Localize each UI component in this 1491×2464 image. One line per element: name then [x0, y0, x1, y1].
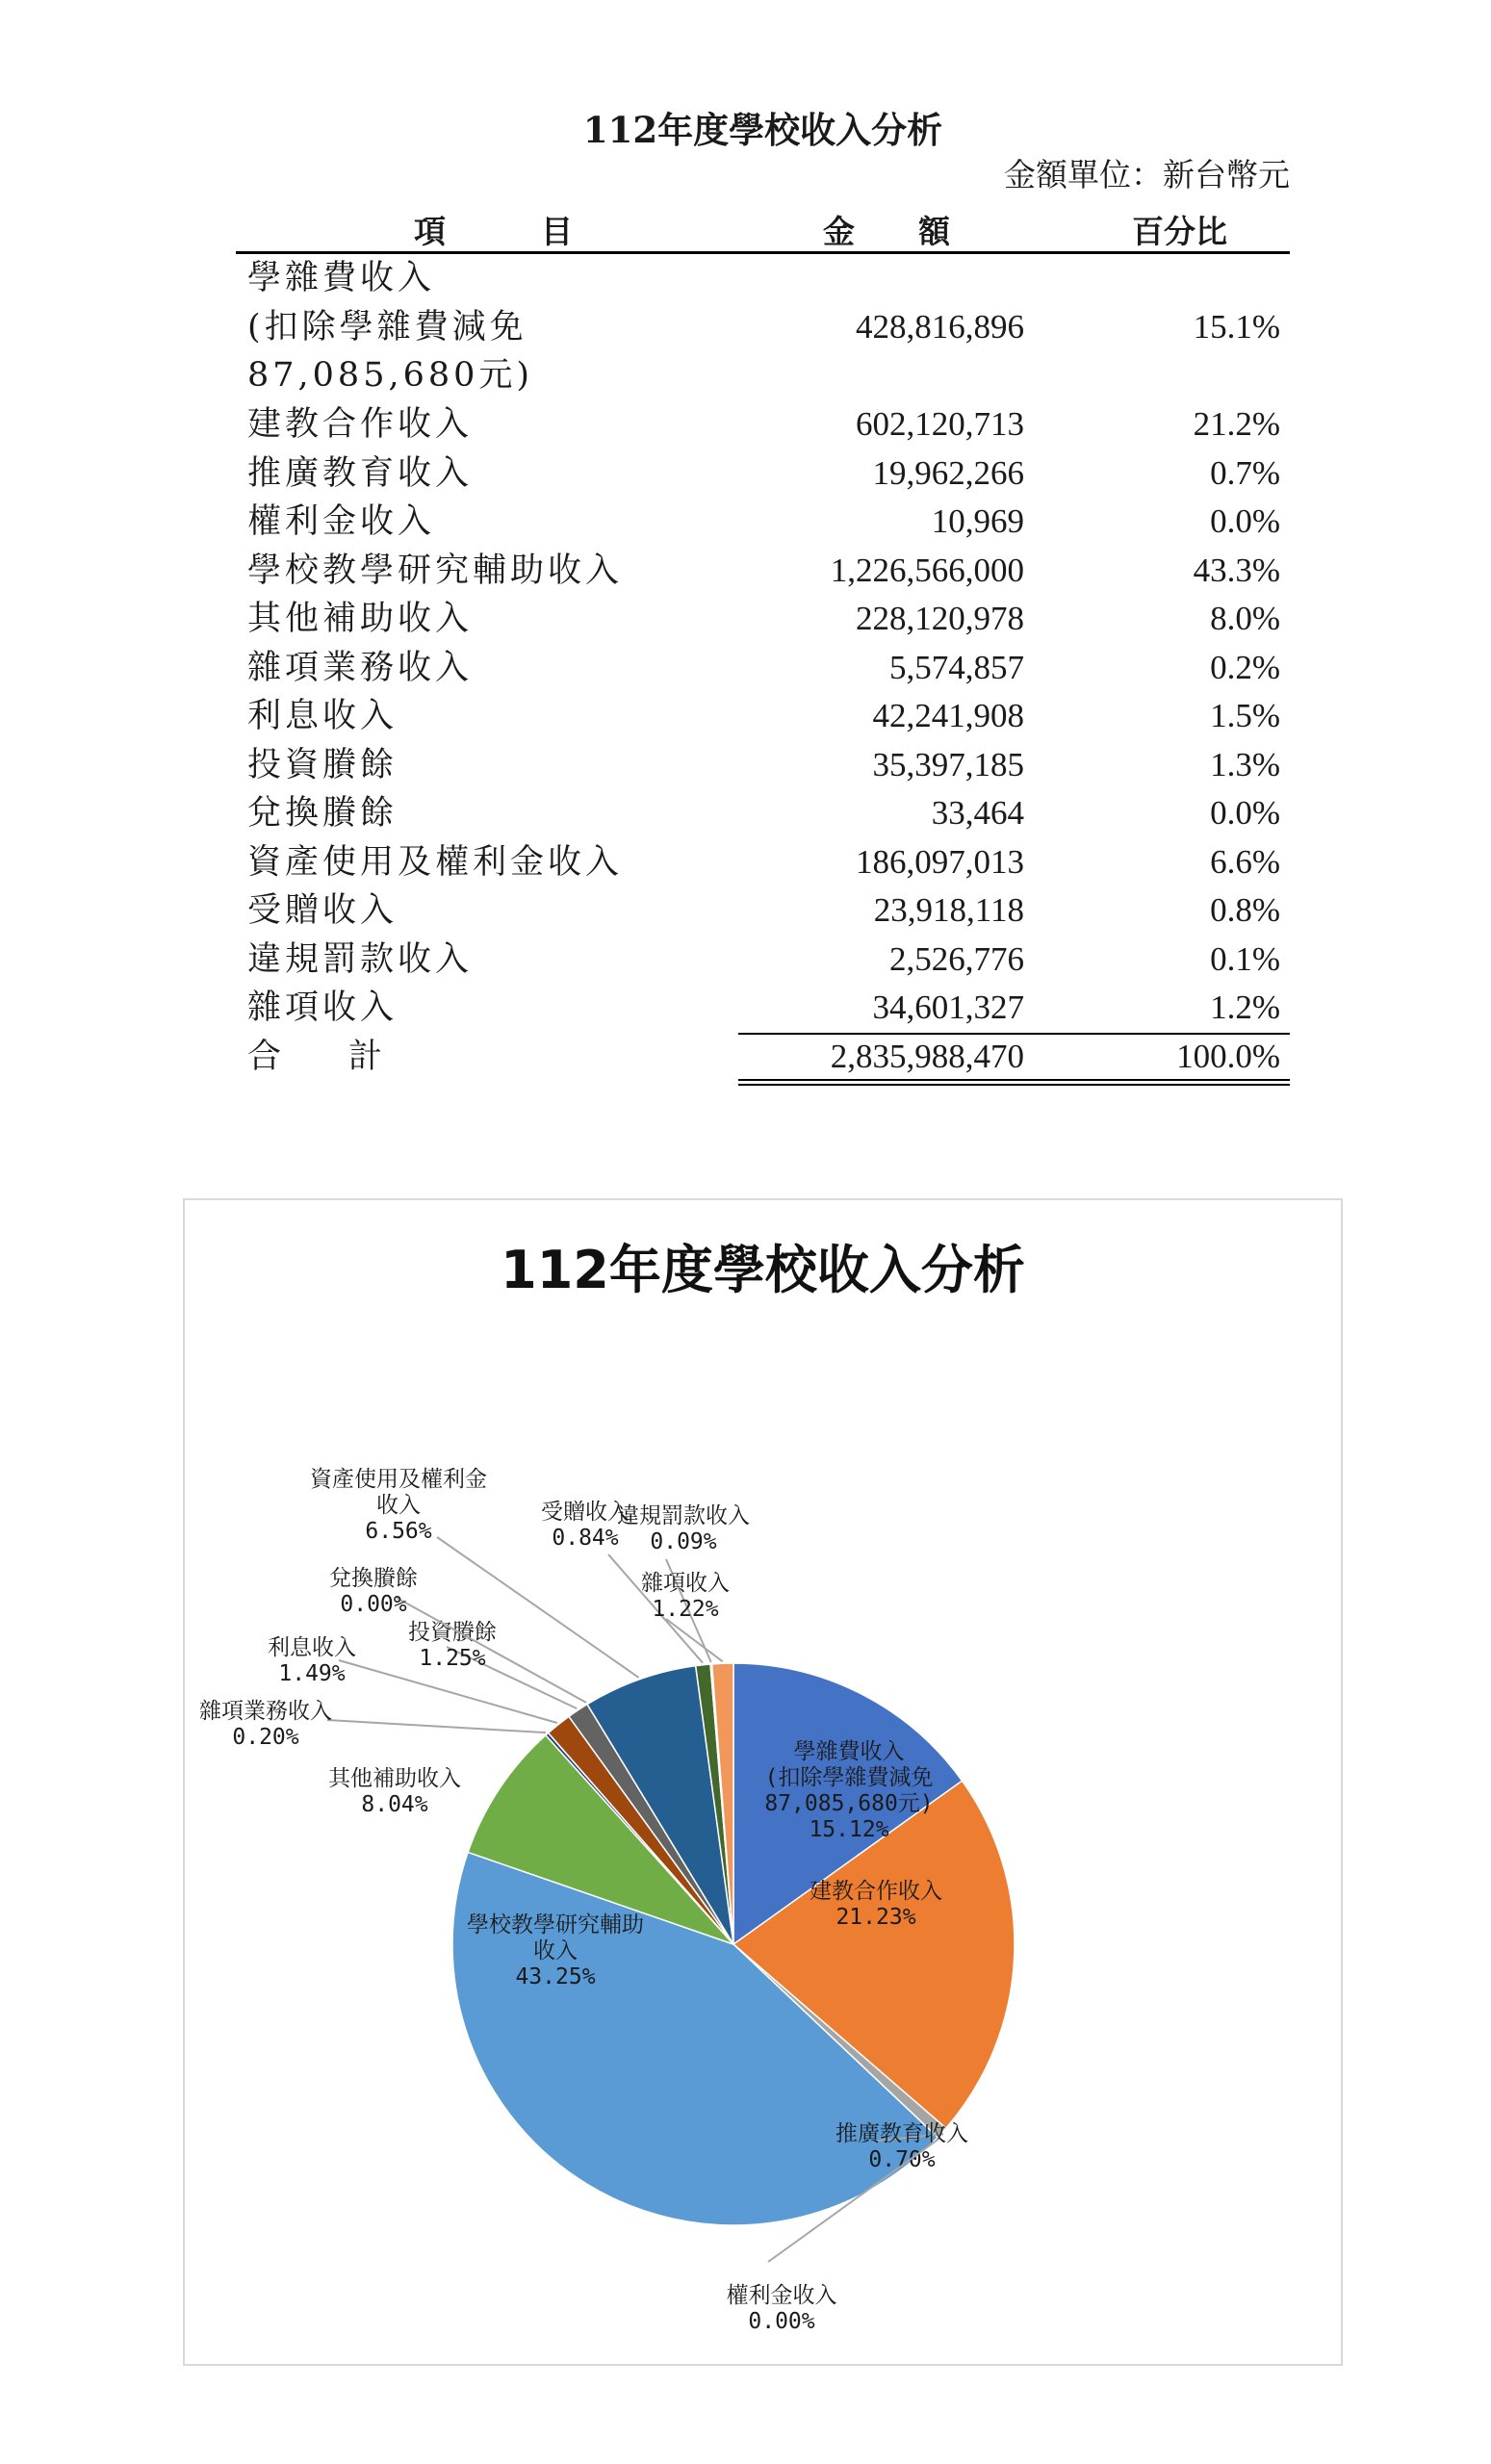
- table-row: [236, 644, 1290, 693]
- slice-name: 利息收入: [268, 1635, 356, 1660]
- row-percent: 21.2%: [1193, 405, 1280, 443]
- slice-name: 87,085,680元): [764, 1791, 934, 1816]
- slice-label: [199, 1699, 332, 1750]
- row-item: 其他補助收入: [247, 600, 474, 638]
- table-row: [236, 984, 1290, 1033]
- slice-percent: 21.23%: [835, 1905, 916, 1930]
- row-amount: 5,574,857: [889, 648, 1024, 686]
- slice-name: 雜項業務收入: [199, 1699, 332, 1724]
- slice-label: [310, 1467, 487, 1544]
- table-row: [236, 692, 1290, 741]
- slice-name: 其他補助收入: [328, 1766, 461, 1791]
- slice-name: 收入: [376, 1493, 421, 1518]
- row-percent: 43.3%: [1193, 551, 1280, 589]
- slice-name: 收入: [533, 1938, 578, 1964]
- slice-name: 推廣教育收入: [835, 2121, 968, 2146]
- table-header: [236, 201, 1290, 254]
- row-percent: 8.0%: [1210, 600, 1280, 637]
- row-item-line: (扣除學雜費減免: [247, 307, 527, 346]
- row-percent: 0.2%: [1210, 648, 1280, 686]
- row-amount: 228,120,978: [856, 600, 1024, 637]
- table-row: [236, 449, 1290, 499]
- slice-percent: 0.00%: [340, 1592, 407, 1617]
- table-row: [236, 838, 1290, 887]
- row-amount: 186,097,013: [856, 842, 1024, 881]
- row-item: 建教合作收入: [247, 405, 474, 444]
- row-item: 資產使用及權利金收入: [247, 842, 624, 882]
- slice-percent: 1.49%: [278, 1661, 346, 1686]
- slice-name: 學雜費收入: [793, 1739, 905, 1764]
- total-label: 合 計: [247, 1037, 383, 1076]
- slice-name: 投資賸餘: [408, 1620, 497, 1645]
- row-item-line: 學雜費收入: [247, 259, 436, 297]
- slice-name: 受贈收入: [541, 1500, 630, 1525]
- table-row: [236, 547, 1290, 596]
- row-amount: 35,397,185: [872, 745, 1024, 783]
- table-body: [236, 254, 1290, 1081]
- table-row: [236, 886, 1290, 936]
- row-percent: 1.2%: [1210, 988, 1280, 1026]
- slice-percent: 6.56%: [365, 1519, 432, 1544]
- table-row: [236, 741, 1290, 790]
- slice-name: 雜項收入: [641, 1571, 730, 1596]
- row-item: 雜項業務收入: [247, 648, 474, 687]
- slice-label: [727, 2283, 837, 2334]
- row-amount: 428,816,896: [856, 307, 1024, 346]
- row-amount: 2,526,776: [889, 939, 1024, 978]
- slice-percent: 0.70%: [868, 2147, 936, 2172]
- table-row: [236, 254, 1290, 400]
- table-row: [236, 595, 1290, 644]
- row-amount: 42,241,908: [872, 697, 1024, 734]
- row-item: 雜項收入: [247, 988, 398, 1027]
- slice-label: [268, 1635, 356, 1686]
- row-percent: 0.0%: [1210, 794, 1280, 832]
- row-amount: 19,962,266: [872, 453, 1024, 492]
- table-title: 112年度學校收入分析: [582, 109, 943, 151]
- pie-chart-frame: [183, 1198, 1343, 2366]
- slice-name: 權利金收入: [726, 2283, 837, 2308]
- slice-percent: 1.25%: [419, 1646, 486, 1671]
- row-item: 違規罰款收入: [247, 939, 474, 979]
- row-percent: 1.3%: [1210, 745, 1280, 783]
- row-percent: 0.0%: [1210, 502, 1280, 540]
- leader-line: [327, 1720, 546, 1732]
- row-percent: 0.7%: [1210, 453, 1280, 492]
- slice-percent: 0.09%: [650, 1529, 717, 1554]
- currency-unit: 金額單位：新台幣元: [1004, 156, 1290, 193]
- slice-name: (扣除學雜費減免: [764, 1765, 934, 1790]
- slice-name: 兌換賸餘: [329, 1566, 418, 1591]
- chart-title: 112年度學校收入分析: [501, 1240, 1025, 1300]
- row-item: 利息收入: [247, 697, 398, 735]
- slice-percent: 0.00%: [748, 2309, 815, 2334]
- header-item: 項 目: [414, 213, 573, 250]
- row-amount: 1,226,566,000: [830, 551, 1024, 589]
- row-item: 受贈收入: [247, 891, 398, 930]
- row-item: 兌換賸餘: [247, 794, 398, 833]
- row-item: 權利金收入: [247, 502, 436, 541]
- slice-name: 建教合作收入: [810, 1879, 942, 1904]
- row-item: 投資賸餘: [247, 745, 398, 784]
- slice-percent: 1.22%: [652, 1597, 719, 1622]
- slice-name: 違規罰款收入: [617, 1503, 750, 1528]
- slice-percent: 8.04%: [361, 1792, 428, 1817]
- row-amount: 34,601,327: [872, 988, 1024, 1026]
- row-amount: 23,918,118: [873, 891, 1024, 929]
- header-amount: 金 額: [823, 213, 950, 250]
- slice-label: [328, 1766, 461, 1817]
- total-amount: 2,835,988,470: [830, 1037, 1024, 1075]
- table-row: [236, 400, 1290, 449]
- row-amount: 602,120,713: [856, 405, 1024, 443]
- total-row: [236, 1033, 1290, 1082]
- slice-name: 學校教學研究輔助: [467, 1912, 644, 1938]
- slice-label: [641, 1571, 730, 1622]
- row-amount: 10,969: [931, 502, 1024, 540]
- slice-percent: 0.84%: [552, 1526, 619, 1551]
- row-percent: 15.1%: [1193, 307, 1280, 346]
- row-amount: 33,464: [931, 794, 1024, 832]
- slice-percent: 43.25%: [515, 1964, 596, 1989]
- row-item: 推廣教育收入: [247, 453, 474, 493]
- table-row: [236, 498, 1290, 547]
- slice-label: [329, 1566, 418, 1617]
- slice-label: [617, 1503, 750, 1554]
- row-percent: 0.8%: [1210, 891, 1280, 929]
- pie-chart: [185, 1200, 1341, 2364]
- row-percent: 6.6%: [1210, 842, 1280, 881]
- income-table: [236, 101, 1290, 1081]
- row-percent: 0.1%: [1210, 939, 1280, 978]
- slice-percent: 0.20%: [232, 1725, 299, 1750]
- row-item: 學校教學研究輔助收入: [247, 551, 624, 590]
- row-percent: 1.5%: [1210, 697, 1280, 734]
- total-double-rule-2: [738, 1084, 1290, 1086]
- table-row: [236, 936, 1290, 985]
- slice-percent: 15.12%: [809, 1817, 889, 1842]
- slice-name: 資產使用及權利金: [310, 1467, 487, 1492]
- row-item: [247, 254, 533, 400]
- header-percent: 百分比: [1132, 213, 1227, 250]
- table-row: [236, 789, 1290, 838]
- total-percent: 100.0%: [1176, 1037, 1280, 1075]
- row-item-line: 87,085,680元): [247, 356, 534, 395]
